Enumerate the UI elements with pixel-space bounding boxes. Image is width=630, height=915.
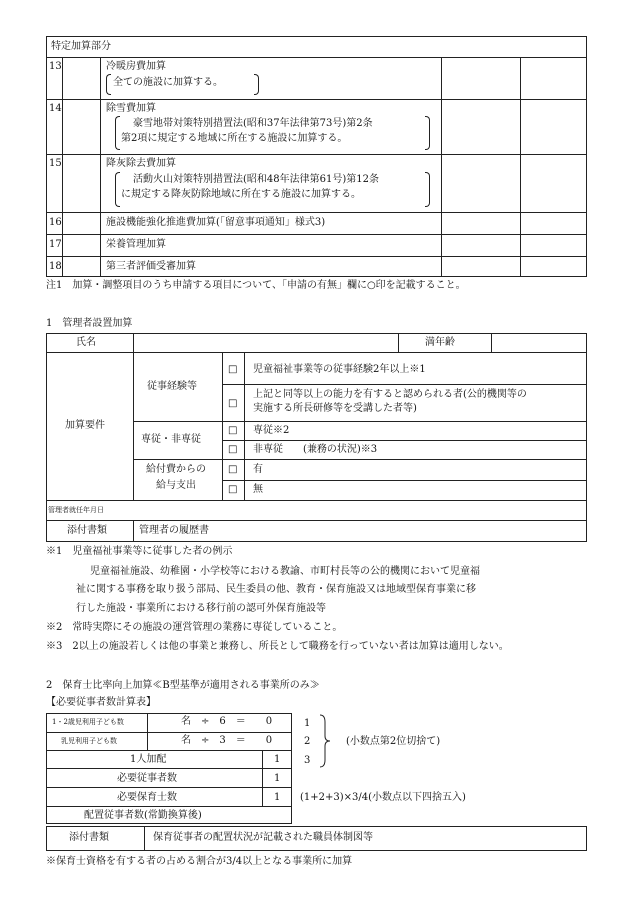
row-divider xyxy=(46,99,587,100)
row-divider xyxy=(46,352,587,353)
assigned-staff-label: 配置従事者数(常勤換算後) xyxy=(84,810,202,821)
section2-subheading: 【必要従事者数計算表】 xyxy=(46,697,156,708)
row-divider xyxy=(46,732,292,733)
row-title: 冷暖房費加算 xyxy=(106,61,166,72)
section1-heading: 1 管理者設置加算 xyxy=(46,318,133,329)
table-header: 特定加算部分 xyxy=(51,41,111,52)
row-divider xyxy=(133,421,587,422)
col-divider xyxy=(62,57,63,277)
duty-label: 専従・非専従 xyxy=(141,434,201,445)
required-staff-value: 1 xyxy=(274,773,281,784)
row-divider xyxy=(222,384,587,385)
col-divider xyxy=(262,750,263,806)
row-divider xyxy=(46,500,587,501)
bracket-right xyxy=(254,74,259,95)
row-detail: 全ての施設に加算する。 xyxy=(113,77,223,88)
pay-option-1: 有 xyxy=(253,464,263,475)
row-divider xyxy=(222,440,587,441)
row-title: 第三者評価受審加算 xyxy=(106,261,196,272)
row-divider xyxy=(46,57,587,58)
row-title: 施設機能強化推進費加算(「留意事項通知」様式3) xyxy=(106,217,326,228)
required-nursery-label: 必要保育士数 xyxy=(117,792,177,803)
row-number: 13 xyxy=(49,61,62,72)
checkbox[interactable]: □ xyxy=(228,364,238,375)
pay-label-cont: 給与支出 xyxy=(156,480,196,491)
col-divider xyxy=(520,57,521,277)
col-divider xyxy=(491,333,492,352)
row-number: 16 xyxy=(49,217,62,228)
row-title: 降灰除去費加算 xyxy=(106,158,176,169)
duty-option-2: 非専従 (兼務の状況)※3 xyxy=(253,444,378,455)
checkbox[interactable]: □ xyxy=(228,425,238,436)
note: ※2 常時実際にその施設の運営管理の業務に専従していること。 xyxy=(46,622,343,633)
duty-option-1: 専従※2 xyxy=(253,425,290,436)
row-divider xyxy=(46,750,292,751)
pay-label: 給付費からの xyxy=(146,464,206,475)
bracket-right xyxy=(425,172,430,207)
requirement-label: 加算要件 xyxy=(65,420,105,431)
rounding-note: (小数点第2位切捨て) xyxy=(346,736,441,747)
row-number: 17 xyxy=(49,239,62,250)
row-number: 14 xyxy=(49,103,62,114)
row-divider xyxy=(46,212,587,213)
row-title: 除雪費加算 xyxy=(106,103,156,114)
index-1: 1 xyxy=(304,718,311,729)
col-divider xyxy=(144,826,145,851)
note: ※1 児童福祉事業等に従事した者の例示 xyxy=(46,546,233,557)
age12-label: 1・2歳児利用子ども数 xyxy=(52,718,124,726)
col-divider xyxy=(147,713,148,750)
required-nursery-value: 1 xyxy=(274,792,281,803)
note: 祉に関する事務を取り扱う部局、民生委員の他、教育・保育施設又は地域型保育事業に移 xyxy=(76,584,476,595)
row-divider xyxy=(46,234,587,235)
index-2: 2 xyxy=(304,736,311,747)
note: ※3 2以上の施設若しくは他の事業と兼務し、所長として職務を行っていない者は加算は適用しない。 xyxy=(46,641,509,652)
row-divider xyxy=(222,480,587,481)
brace-icon xyxy=(318,714,332,768)
experience-option-2: 上記と同等以上の能力を有すると認められる者(公的機関等の xyxy=(253,389,527,400)
col-divider xyxy=(244,352,245,500)
row-title: 栄養管理加算 xyxy=(106,239,166,250)
checkbox[interactable]: □ xyxy=(228,464,238,475)
extra-staff-label: 1人加配 xyxy=(130,754,167,765)
bracket-left xyxy=(106,74,111,95)
age-label: 満年齢 xyxy=(425,337,455,348)
col-divider xyxy=(222,352,223,500)
checkbox[interactable]: □ xyxy=(228,398,238,409)
attachment-value: 保育従事者の配置状況が記載された職員体制図等 xyxy=(153,832,373,843)
table-note: 注1 加算・調整項目のうち申請する項目について、「申請の有無」欄に○印を記載すること。 xyxy=(46,280,466,291)
row-divider xyxy=(46,806,292,807)
attachment-label: 添付書類 xyxy=(69,832,109,843)
row-divider xyxy=(46,787,292,788)
row-divider xyxy=(46,768,292,769)
experience-label: 従事経験等 xyxy=(147,381,197,392)
pay-option-2: 無 xyxy=(253,484,263,495)
note: 児童福祉施設、幼稚園・小学校等における教諭、市町村長等の公的機関において児童福 xyxy=(90,566,480,577)
row-detail: 豪雪地帯対策特別措置法(昭和37年法律第73号)第2条 xyxy=(133,118,373,129)
bracket-right xyxy=(425,116,430,150)
extra-staff-value: 1 xyxy=(274,754,281,765)
row-detail: 第2項に規定する地域に所在する施設に加算する。 xyxy=(121,133,348,144)
name-label: 氏名 xyxy=(76,337,96,348)
start-date-label: 管理者就任年月日 xyxy=(48,506,104,514)
row-divider xyxy=(46,520,587,521)
row-detail: に規定する降灰防除地域に所在する施設に加算する。 xyxy=(121,189,361,200)
formula-note: (1+2+3)×3/4(小数点以下四捨五入) xyxy=(300,792,466,803)
col-divider xyxy=(398,333,399,352)
row-number: 18 xyxy=(49,261,62,272)
bracket-left xyxy=(115,116,120,150)
col-divider xyxy=(100,57,101,277)
attachment-value: 管理者の履歴書 xyxy=(139,525,209,536)
row-divider xyxy=(46,154,587,155)
infant-label: 乳児利用子ども数 xyxy=(61,737,117,745)
infant-formula: 名 ÷ 3 ＝ 0 xyxy=(181,735,273,746)
row-divider xyxy=(46,256,587,257)
note: 行した施設・事業所における移行前の認可外保育施設等 xyxy=(76,603,326,614)
attachment-label: 添付書類 xyxy=(67,525,107,536)
index-3: 3 xyxy=(304,755,311,766)
checkbox[interactable]: □ xyxy=(228,484,238,495)
col-divider xyxy=(133,520,134,542)
required-staff-label: 必要従事者数 xyxy=(117,773,177,784)
experience-option-1: 児童福祉事業等の従事経験2年以上※1 xyxy=(253,364,426,375)
row-divider xyxy=(133,459,587,460)
row-number: 15 xyxy=(49,158,62,169)
bracket-left xyxy=(115,172,120,207)
age12-formula: 名 ÷ 6 ＝ 0 xyxy=(181,716,273,727)
col-divider xyxy=(133,333,134,500)
col-divider xyxy=(441,57,442,277)
section2-heading: 2 保育士比率向上加算≪B型基準が適用される事業所のみ≫ xyxy=(46,680,320,691)
checkbox[interactable]: □ xyxy=(228,444,238,455)
row-detail: 活動火山対策特別措置法(昭和48年法律第61号)第12条 xyxy=(133,174,379,185)
section2-footnote: ※保育士資格を有する者の占める割合が3/4以上となる事業所に加算 xyxy=(46,856,353,867)
experience-option-2-cont: 実施する所長研修等を受講した者等) xyxy=(253,403,417,414)
